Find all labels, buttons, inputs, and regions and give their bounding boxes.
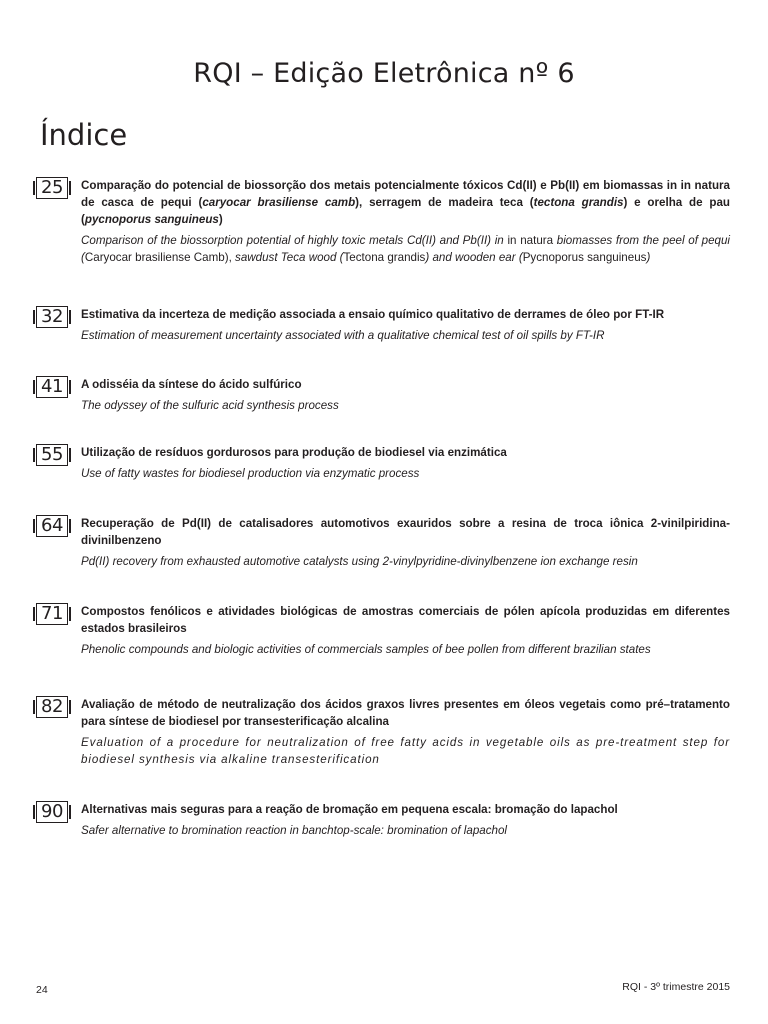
article-title-pt xyxy=(81,177,730,228)
toc-entry-41[interactable] xyxy=(36,376,730,414)
page-number-box: 32 xyxy=(36,306,68,328)
page-number-box: 64 xyxy=(36,515,68,537)
page-number-box: 90 xyxy=(36,801,68,823)
text-run: A odisséia da síntese do ácido sulfúrico xyxy=(81,378,302,391)
text-run: Evaluation of a procedure for neutralization of free fatty acids in vegetable oils as pre-treatment step for biodiesel synthesis via alkaline transesterification xyxy=(81,736,730,766)
toc-entry-64[interactable] xyxy=(36,515,730,570)
toc-entry-71[interactable] xyxy=(36,603,730,658)
text-run: biomasses from the peel of pequi ( xyxy=(81,234,730,264)
italic-run: tectona grandis xyxy=(533,196,624,209)
toc-entry-25[interactable] xyxy=(36,177,730,266)
article-title-pt xyxy=(81,696,730,730)
text-run: Compostos fenólicos e atividades biológicas de amostras comerciais de pólen apícola produzidas em diferentes estados brasileiros xyxy=(81,605,730,635)
article-title-en xyxy=(81,553,730,570)
page-title: RQI – Edição Eletrônica nº 6 xyxy=(193,58,575,89)
text-run: Safer alternative to bromination reaction in banchtop-scale: bromination of lapachol xyxy=(81,824,507,837)
text-run: ), serragem de madeira teca ( xyxy=(355,196,534,209)
section-heading: Índice xyxy=(40,118,128,152)
footer-issue: RQI - 3º trimestre 2015 xyxy=(622,981,730,993)
text-run: Use of fatty wastes for biodiesel production via enzymatic process xyxy=(81,467,420,480)
toc-entry-90[interactable] xyxy=(36,801,730,839)
text-run: ) e orelha de pau ( xyxy=(81,196,730,226)
article-title-en xyxy=(81,397,730,414)
italic-run: pycnoporus sanguineus xyxy=(84,213,219,226)
upright-run: ), xyxy=(224,251,236,264)
text-run: Phenolic compounds and biologic activities of commercials samples of bee pollen from different brazilian states xyxy=(81,643,651,656)
article-title-pt xyxy=(81,376,730,393)
text-run: The odyssey of the sulfuric acid synthesis process xyxy=(81,399,339,412)
text-run: Alternativas mais seguras para a reação de bromação em pequena escala: bromação do lapachol xyxy=(81,803,618,816)
article-title-pt xyxy=(81,515,730,549)
article-title-pt xyxy=(81,801,730,818)
toc-entry-55[interactable] xyxy=(36,444,730,482)
text-run: sawdust Teca wood ( xyxy=(235,251,344,264)
article-title-en xyxy=(81,327,730,344)
text-run: ) and wooden ear ( xyxy=(425,251,523,264)
text-run: Avaliação de método de neutralização dos ácidos graxos livres presentes em óleos vegetais como pré–tratamento para síntese de biodiesel por transesterificação alcalina xyxy=(81,698,730,728)
upright-run: in natura xyxy=(507,234,554,247)
text-run: Comparação do potencial de biossorção dos metais potencialmente tóxicos Cd(II) e Pb(II) em biomassas in in natura de casca de pequi ( xyxy=(81,179,730,209)
text-run: Estimativa da incerteza de medição associada a ensaio químico qualitativo de derrames de óleo por FT-IR xyxy=(81,308,665,321)
upright-run: Caryocar brasiliense Camb xyxy=(84,251,225,264)
article-title-en xyxy=(81,232,730,266)
article-title-en xyxy=(81,734,730,768)
article-title-pt xyxy=(81,306,730,323)
text-run: ) xyxy=(218,213,223,226)
text-run: Estimation of measurement uncertainty associated with a qualitative chemical test of oil spills by FT-IR xyxy=(81,329,605,342)
text-run: Comparison of the biossorption potential of highly toxic metals Cd(II) and Pb(II) in xyxy=(81,234,508,247)
text-run: ) xyxy=(646,251,651,264)
page-number-box: 82 xyxy=(36,696,68,718)
page-number-box: 25 xyxy=(36,177,68,199)
article-title-pt xyxy=(81,603,730,637)
toc-entry-82[interactable] xyxy=(36,696,730,768)
upright-run: Pycnoporus sanguineus xyxy=(522,251,647,264)
article-title-pt xyxy=(81,444,730,461)
footer-page-number: 24 xyxy=(36,984,48,996)
page-number-box: 71 xyxy=(36,603,68,625)
article-title-en xyxy=(81,465,730,482)
text-run: Recuperação de Pd(II) de catalisadores automotivos exauridos sobre a resina de troca iônica 2-vinilpiridina-divinilbenzeno xyxy=(81,517,730,547)
toc-entry-32[interactable] xyxy=(36,306,730,344)
article-title-en xyxy=(81,822,730,839)
upright-run: Tectona grandis xyxy=(343,251,426,264)
page-number-box: 41 xyxy=(36,376,68,398)
page-number-box: 55 xyxy=(36,444,68,466)
text-run: Pd(II) recovery from exhausted automotive catalysts using 2-vinylpyridine-divinylbenzene ion exchange resin xyxy=(81,555,638,568)
article-title-en xyxy=(81,641,730,658)
text-run: Utilização de resíduos gordurosos para produção de biodiesel via enzimática xyxy=(81,446,507,459)
italic-run: caryocar brasiliense camb xyxy=(202,196,356,209)
